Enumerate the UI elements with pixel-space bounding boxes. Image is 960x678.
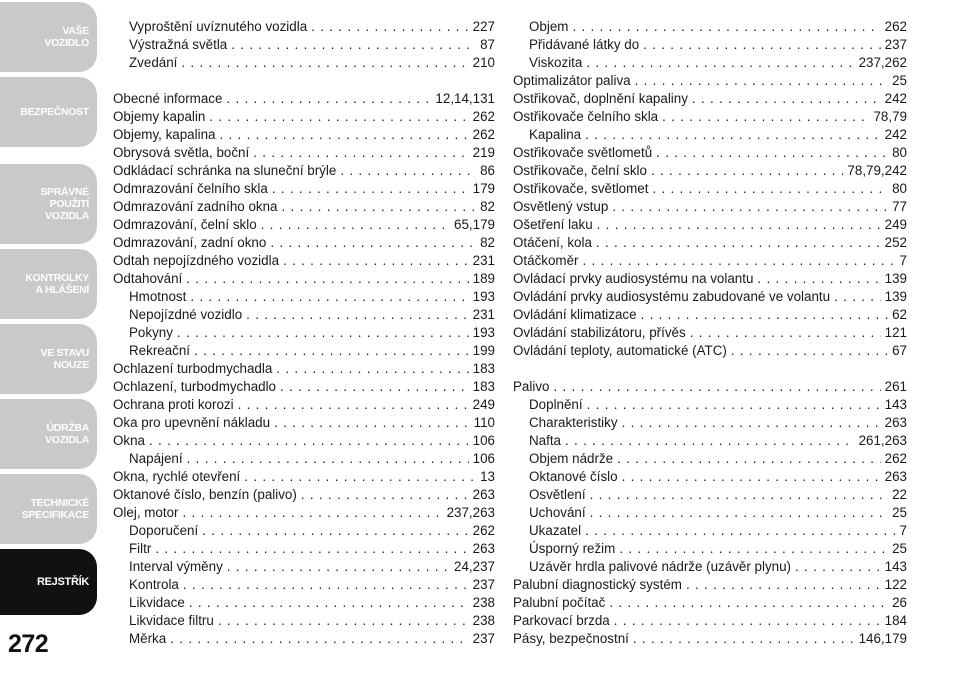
index-term: Ovládání prvky audiosystému zabudované ve volantu bbox=[513, 289, 831, 304]
page-reference: 262 bbox=[472, 523, 495, 538]
dot-leader bbox=[731, 342, 888, 360]
index-term: Uzávěr hrdla palivové nádrže (uzávěr plynu) bbox=[529, 559, 791, 574]
page-reference: 65,179 bbox=[454, 217, 495, 232]
page-reference: 7 bbox=[899, 253, 907, 268]
index-subentry bbox=[113, 612, 495, 630]
index-term: Odmrazování, čelní sklo bbox=[113, 217, 257, 232]
index-entry bbox=[113, 468, 495, 486]
index-subentry bbox=[513, 54, 907, 72]
tab-rejstrik[interactable] bbox=[0, 549, 97, 615]
index-entry bbox=[513, 306, 907, 324]
index-term: Odmrazování, zadní okno bbox=[113, 235, 267, 250]
index-entry bbox=[113, 90, 495, 108]
index-entry bbox=[513, 270, 907, 288]
index-term: Palubní počítač bbox=[513, 595, 606, 610]
index-entry bbox=[513, 108, 907, 126]
index-term: Kapalina bbox=[529, 127, 582, 142]
dot-leader bbox=[186, 270, 468, 288]
dot-leader bbox=[190, 288, 468, 306]
tab-label: BEZPEČNOST bbox=[20, 106, 89, 118]
index-term: Nafta bbox=[529, 433, 562, 448]
dot-leader bbox=[834, 288, 881, 306]
page-reference: 80 bbox=[892, 145, 907, 160]
tab-udrzba-vozidla[interactable] bbox=[0, 399, 97, 469]
index-subentry bbox=[113, 540, 495, 558]
dot-leader bbox=[662, 108, 869, 126]
index-term: Ovládání klimatizace bbox=[513, 307, 637, 322]
index-entry bbox=[513, 612, 907, 630]
page-reference: 262 bbox=[472, 127, 495, 142]
dot-leader bbox=[795, 558, 881, 576]
index-term: Nepojízdné vozidlo bbox=[129, 307, 243, 322]
index-subentry bbox=[513, 558, 907, 576]
index-term: Úsporný režim bbox=[529, 541, 616, 556]
page-reference: 193 bbox=[472, 325, 495, 340]
dot-leader bbox=[582, 252, 895, 270]
page-reference: 242 bbox=[884, 91, 907, 106]
page-reference: 87 bbox=[480, 37, 495, 52]
index-term: Obrysová světla, boční bbox=[113, 145, 250, 160]
page-reference: 237,263 bbox=[446, 505, 495, 520]
dot-leader bbox=[170, 630, 468, 648]
index-term: Ochlazení, turbodmychadlo bbox=[113, 379, 277, 394]
index-term: Doporučení bbox=[129, 523, 199, 538]
dot-leader bbox=[596, 234, 881, 252]
index-entry bbox=[113, 198, 495, 216]
tab-ve-stavu-nouze[interactable] bbox=[0, 324, 97, 394]
index-entry bbox=[113, 378, 495, 396]
page-reference: 146,179 bbox=[858, 631, 907, 646]
index-subentry bbox=[113, 342, 495, 360]
dot-leader bbox=[261, 216, 450, 234]
index-entry bbox=[513, 288, 907, 306]
tab-kontrolky-a-hlaseni[interactable] bbox=[0, 249, 97, 319]
index-entry bbox=[513, 576, 907, 594]
index-term: Kontrola bbox=[129, 577, 179, 592]
page-reference: 262 bbox=[472, 109, 495, 124]
page-reference: 249 bbox=[884, 217, 907, 232]
index-entry bbox=[113, 360, 495, 378]
index-entry bbox=[513, 252, 907, 270]
index-term: Ovládání stabilizátoru, přívěs bbox=[513, 325, 686, 340]
index-term: Napájení bbox=[129, 451, 183, 466]
page-reference: 219 bbox=[472, 145, 495, 160]
page-reference: 67 bbox=[892, 343, 907, 358]
tab-vase-vozidlo[interactable] bbox=[0, 2, 97, 72]
index-term: Ostřikovače, světlomet bbox=[513, 181, 649, 196]
dot-leader bbox=[155, 540, 468, 558]
dot-leader bbox=[614, 612, 881, 630]
index-term: Přidávané látky do bbox=[529, 37, 640, 52]
index-term: Ostřikovače čelního skla bbox=[513, 109, 659, 124]
page-reference: 110 bbox=[473, 415, 495, 430]
index-term: Ostřikovače světlometů bbox=[513, 145, 653, 160]
page-reference: 242 bbox=[884, 127, 907, 142]
page-reference: 25 bbox=[892, 73, 907, 88]
page-reference: 25 bbox=[892, 541, 907, 556]
page-reference: 24,237 bbox=[454, 559, 495, 574]
index-entry bbox=[513, 324, 907, 342]
page-reference: 106 bbox=[472, 433, 495, 448]
index-term: Obecné informace bbox=[113, 91, 223, 106]
tab-label: REJSTŘÍK bbox=[37, 576, 89, 588]
index-subentry bbox=[513, 468, 907, 486]
index-term: Uchování bbox=[529, 505, 586, 520]
dot-leader bbox=[189, 594, 469, 612]
dot-leader bbox=[187, 450, 469, 468]
index-term: Parkovací brzda bbox=[513, 613, 610, 628]
index-term: Odtahování bbox=[113, 271, 183, 286]
index-entry bbox=[513, 630, 907, 648]
index-term: Objem bbox=[529, 19, 569, 34]
index-term: Otáčení, kola bbox=[513, 235, 592, 250]
index-term: Odmrazování čelního skla bbox=[113, 181, 268, 196]
index-subentry bbox=[513, 540, 907, 558]
index-entry bbox=[113, 252, 495, 270]
dot-leader bbox=[226, 90, 431, 108]
index-subentry bbox=[113, 288, 495, 306]
page-reference: 183 bbox=[472, 361, 495, 376]
page-reference: 86 bbox=[480, 163, 495, 178]
index-entry bbox=[513, 234, 907, 252]
index-term: Ovládání teploty, automatické (ATC) bbox=[513, 343, 727, 358]
page-reference: 238 bbox=[472, 613, 495, 628]
dot-leader bbox=[612, 198, 888, 216]
index-subentry bbox=[513, 504, 907, 522]
index-subentry bbox=[513, 414, 907, 432]
dot-leader bbox=[280, 378, 469, 396]
page-reference: 263 bbox=[884, 469, 907, 484]
dot-leader bbox=[219, 126, 468, 144]
page-reference: 78,79 bbox=[873, 109, 907, 124]
index-term: Optimalizátor paliva bbox=[513, 73, 631, 88]
index-entry bbox=[113, 162, 495, 180]
page-reference: 263 bbox=[884, 415, 907, 430]
dot-leader bbox=[282, 198, 477, 216]
tab-label: SPRÁVNÉ POUŽITÍ VOZIDLA bbox=[40, 186, 89, 222]
dot-leader bbox=[553, 378, 880, 396]
page-reference: 184 bbox=[884, 613, 907, 628]
dot-leader bbox=[690, 324, 881, 342]
tab-label: TECHNICKÉ SPECIFIKACE bbox=[21, 497, 89, 521]
index-entry bbox=[513, 378, 907, 396]
index-term: Ochlazení turbodmychadla bbox=[113, 361, 273, 376]
index-subentry bbox=[513, 486, 907, 504]
dot-leader bbox=[617, 450, 881, 468]
dot-leader bbox=[757, 270, 880, 288]
page-reference: 143 bbox=[884, 397, 907, 412]
dot-leader bbox=[622, 414, 881, 432]
dot-leader bbox=[643, 36, 880, 54]
index-subentry bbox=[513, 36, 907, 54]
index-column-left bbox=[113, 18, 495, 648]
dot-leader bbox=[301, 486, 469, 504]
index-entry bbox=[113, 216, 495, 234]
index-subentry bbox=[113, 558, 495, 576]
tab-label: KONTROLKY A HLÁŠENÍ bbox=[25, 272, 89, 296]
page-reference: 12,14,131 bbox=[435, 91, 495, 106]
index-term: Objemy, kapalina bbox=[113, 127, 216, 142]
page-reference: 26 bbox=[892, 595, 907, 610]
index-term: Hmotnost bbox=[129, 289, 187, 304]
index-term: Osvětlení bbox=[529, 487, 586, 502]
dot-leader bbox=[597, 216, 881, 234]
dot-leader bbox=[183, 576, 469, 594]
index-subentry bbox=[113, 324, 495, 342]
dot-leader bbox=[590, 504, 889, 522]
dot-leader bbox=[585, 522, 895, 540]
index-entry bbox=[113, 396, 495, 414]
tab-bezpecnost[interactable] bbox=[0, 77, 97, 147]
index-term: Likvidace filtru bbox=[129, 613, 214, 628]
page-reference: 252 bbox=[884, 235, 907, 250]
page-reference: 22 bbox=[892, 487, 907, 502]
index-subentry bbox=[113, 450, 495, 468]
dot-leader bbox=[276, 360, 468, 378]
index-term: Ovládací prvky audiosystému na volantu bbox=[513, 271, 754, 286]
index-term: Ukazatel bbox=[529, 523, 582, 538]
index-term: Odmrazování zadního okna bbox=[113, 199, 278, 214]
index-term: Oka pro upevnění nákladu bbox=[113, 415, 271, 430]
index-subentry bbox=[113, 18, 495, 36]
index-entry bbox=[513, 72, 907, 90]
dot-leader bbox=[177, 324, 469, 342]
page-reference: 210 bbox=[472, 55, 495, 70]
index-entry bbox=[513, 180, 907, 198]
dot-leader bbox=[272, 180, 469, 198]
page-reference: 25 bbox=[892, 505, 907, 520]
index-term: Měrka bbox=[129, 631, 167, 646]
page-reference: 77 bbox=[892, 199, 907, 214]
page-reference: 231 bbox=[472, 307, 495, 322]
dot-leader bbox=[641, 306, 889, 324]
page-reference: 193 bbox=[472, 289, 495, 304]
index-term: Ochrana proti korozi bbox=[113, 397, 234, 412]
page-reference: 82 bbox=[480, 235, 495, 250]
dot-leader bbox=[652, 180, 888, 198]
page-reference: 7 bbox=[899, 523, 907, 538]
dot-leader bbox=[619, 540, 888, 558]
page-reference: 189 bbox=[472, 271, 495, 286]
index-entry bbox=[513, 216, 907, 234]
dot-leader bbox=[246, 306, 469, 324]
page-reference: 78,79,242 bbox=[847, 163, 907, 178]
chapter-tabs bbox=[0, 0, 100, 678]
dot-leader bbox=[686, 576, 881, 594]
index-entry bbox=[513, 90, 907, 108]
index-term: Pásy, bezpečnostní bbox=[513, 631, 629, 646]
page-reference: 262 bbox=[884, 451, 907, 466]
dot-leader bbox=[340, 162, 476, 180]
dot-leader bbox=[227, 558, 450, 576]
page-reference: 80 bbox=[892, 181, 907, 196]
index-subentry bbox=[113, 522, 495, 540]
index-subentry bbox=[513, 450, 907, 468]
page-reference: 13 bbox=[480, 469, 495, 484]
index-term: Odkládací schránka na sluneční brýle bbox=[113, 163, 337, 178]
index-term: Okna bbox=[113, 433, 146, 448]
index-term: Palivo bbox=[513, 379, 550, 394]
page-reference: 263 bbox=[472, 487, 495, 502]
index-entry bbox=[113, 432, 495, 450]
dot-leader bbox=[244, 468, 476, 486]
index-subentry bbox=[113, 594, 495, 612]
index-term: Palubní diagnostický systém bbox=[513, 577, 682, 592]
dot-leader bbox=[651, 162, 843, 180]
index-column-right bbox=[513, 18, 907, 648]
index-term: Pokyny bbox=[129, 325, 173, 340]
index-subentry bbox=[113, 306, 495, 324]
dot-leader bbox=[692, 90, 881, 108]
page-reference: 261 bbox=[884, 379, 907, 394]
index-term: Objemy kapalin bbox=[113, 109, 206, 124]
index-subentry bbox=[513, 522, 907, 540]
index-term: Odtah nepojízdného vozidla bbox=[113, 253, 280, 268]
index-subentry bbox=[513, 432, 907, 450]
index-entry bbox=[113, 270, 495, 288]
index-term: Objem nádrže bbox=[529, 451, 614, 466]
page-reference: 199 bbox=[472, 343, 495, 358]
index-term: Vyproštění uvíznutého vozidla bbox=[129, 19, 308, 34]
index-term: Charakteristiky bbox=[529, 415, 618, 430]
page-reference: 263 bbox=[472, 541, 495, 556]
page-reference: 106 bbox=[472, 451, 495, 466]
page-reference: 179 bbox=[472, 181, 495, 196]
index-entry bbox=[513, 594, 907, 612]
page-reference: 231 bbox=[472, 253, 495, 268]
dot-leader bbox=[218, 612, 469, 630]
dot-leader bbox=[590, 486, 889, 504]
index-subentry bbox=[113, 54, 495, 72]
index-entry bbox=[113, 126, 495, 144]
page-reference: 82 bbox=[480, 199, 495, 214]
index-term: Otáčkoměr bbox=[513, 253, 579, 268]
dot-leader bbox=[274, 414, 470, 432]
page-number: 272 bbox=[8, 630, 49, 658]
dot-leader bbox=[572, 18, 880, 36]
index-term: Oktanové číslo bbox=[529, 469, 618, 484]
dot-leader bbox=[149, 432, 469, 450]
dot-leader bbox=[181, 54, 468, 72]
dot-leader bbox=[635, 72, 889, 90]
index-entry bbox=[113, 486, 495, 504]
index-term: Ošetření laku bbox=[513, 217, 593, 232]
page-reference: 121 bbox=[884, 325, 907, 340]
index-entry bbox=[113, 414, 495, 432]
dot-leader bbox=[633, 630, 855, 648]
tab-label: VAŠE VOZIDLO bbox=[44, 25, 89, 49]
page-reference: 139 bbox=[884, 271, 907, 286]
index-term: Filtr bbox=[129, 541, 152, 556]
page-reference: 122 bbox=[884, 577, 907, 592]
tab-spravne-pouziti-vozidla[interactable] bbox=[0, 164, 97, 244]
dot-leader bbox=[565, 432, 855, 450]
dot-leader bbox=[609, 594, 888, 612]
index-term: Viskozita bbox=[529, 55, 583, 70]
index-term: Interval výměny bbox=[129, 559, 223, 574]
dot-leader bbox=[283, 252, 469, 270]
dot-leader bbox=[182, 504, 442, 522]
index-entry bbox=[513, 162, 907, 180]
dot-leader bbox=[585, 126, 881, 144]
index-entry bbox=[113, 180, 495, 198]
index-entry bbox=[113, 504, 495, 522]
index-term: Osvětlený vstup bbox=[513, 199, 609, 214]
index-term: Okna, rychlé otevření bbox=[113, 469, 241, 484]
dot-leader bbox=[656, 144, 888, 162]
dot-leader bbox=[202, 522, 468, 540]
page-reference: 237 bbox=[884, 37, 907, 52]
tab-label: VE STAVU NOUZE bbox=[40, 347, 89, 371]
page-reference: 143 bbox=[884, 559, 907, 574]
page-reference: 262 bbox=[884, 19, 907, 34]
index-term: Likvidace bbox=[129, 595, 185, 610]
index-term: Výstražná světla bbox=[129, 37, 228, 52]
index-subentry bbox=[513, 396, 907, 414]
dot-leader bbox=[194, 342, 469, 360]
index-subentry bbox=[513, 126, 907, 144]
index-entry bbox=[513, 144, 907, 162]
index-term: Rekreační bbox=[129, 343, 191, 358]
index-entry bbox=[513, 342, 907, 360]
index-term: Ostřikovač, doplnění kapaliny bbox=[513, 91, 688, 106]
index-term: Zvedání bbox=[129, 55, 178, 70]
index-subentry bbox=[113, 36, 495, 54]
index-subentry bbox=[513, 18, 907, 36]
index-entry bbox=[113, 108, 495, 126]
page-reference: 62 bbox=[892, 307, 907, 322]
index-term: Oktanové číslo, benzín (palivo) bbox=[113, 487, 297, 502]
index-term: Ostřikovače, čelní sklo bbox=[513, 163, 647, 178]
page-reference: 237 bbox=[472, 631, 495, 646]
index-subentry bbox=[113, 576, 495, 594]
page-reference: 227 bbox=[472, 19, 495, 34]
index-subentry bbox=[113, 630, 495, 648]
dot-leader bbox=[622, 468, 881, 486]
index-term: Doplnění bbox=[529, 397, 583, 412]
dot-leader bbox=[586, 54, 854, 72]
page-reference: 261,263 bbox=[858, 433, 907, 448]
dot-leader bbox=[209, 108, 468, 126]
page-reference: 237 bbox=[472, 577, 495, 592]
index-entry bbox=[113, 234, 495, 252]
dot-leader bbox=[311, 18, 469, 36]
dot-leader bbox=[253, 144, 468, 162]
page-reference: 238 bbox=[472, 595, 495, 610]
index-entry bbox=[113, 144, 495, 162]
page-reference: 249 bbox=[472, 397, 495, 412]
tab-label: ÚDRŽBA VOZIDLA bbox=[45, 422, 89, 446]
page-reference: 183 bbox=[472, 379, 495, 394]
index-entry bbox=[513, 198, 907, 216]
tab-technicke-specifikace[interactable] bbox=[0, 474, 97, 544]
index-term: Olej, motor bbox=[113, 505, 179, 520]
dot-leader bbox=[231, 36, 476, 54]
dot-leader bbox=[270, 234, 476, 252]
page-reference: 237,262 bbox=[858, 55, 907, 70]
page-reference: 139 bbox=[884, 289, 907, 304]
dot-leader bbox=[238, 396, 469, 414]
dot-leader bbox=[587, 396, 881, 414]
